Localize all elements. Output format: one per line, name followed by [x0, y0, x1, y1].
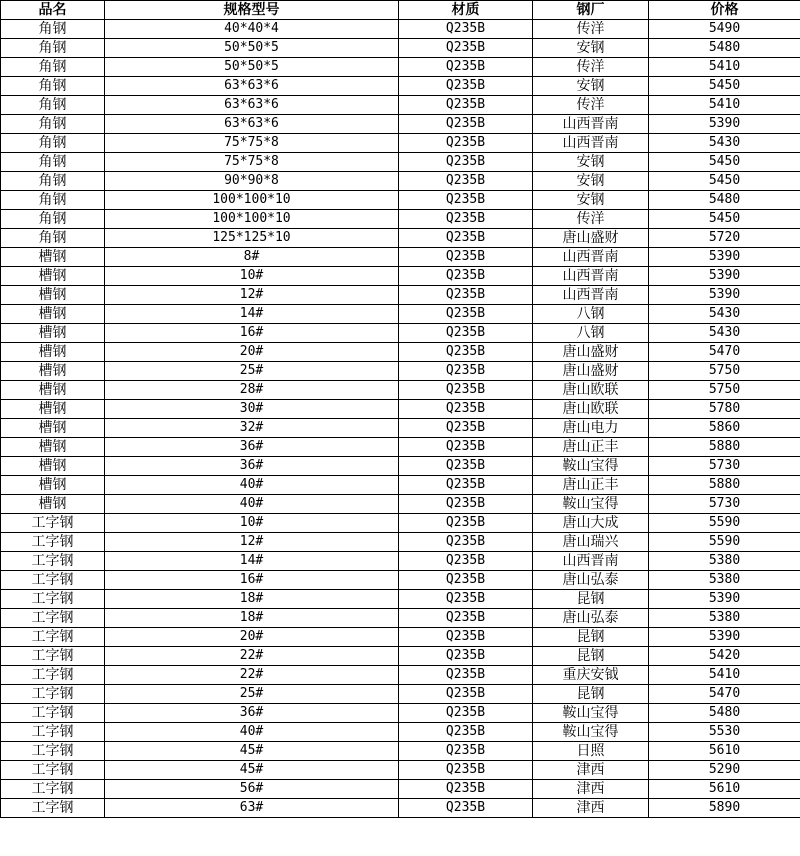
cell-material: Q235B: [399, 153, 533, 172]
table-row: [1, 229, 800, 248]
cell-specification: 25#: [105, 362, 399, 381]
cell-material: Q235B: [399, 381, 533, 400]
cell-material: Q235B: [399, 400, 533, 419]
table-row: [1, 58, 800, 77]
table-row: [1, 172, 800, 191]
cell-price: 5880: [649, 476, 800, 495]
cell-product-name: 工字钢: [1, 514, 105, 533]
cell-price: 5450: [649, 77, 800, 96]
table-row: [1, 115, 800, 134]
cell-price: 5750: [649, 381, 800, 400]
cell-specification: 22#: [105, 647, 399, 666]
cell-product-name: 角钢: [1, 229, 105, 248]
cell-specification: 28#: [105, 381, 399, 400]
cell-product-name: 工字钢: [1, 742, 105, 761]
cell-material: Q235B: [399, 533, 533, 552]
cell-specification: 32#: [105, 419, 399, 438]
cell-product-name: 槽钢: [1, 248, 105, 267]
table-row: [1, 343, 800, 362]
header-product-name: 品名: [1, 1, 105, 20]
cell-material: Q235B: [399, 324, 533, 343]
table-row: [1, 552, 800, 571]
cell-material: Q235B: [399, 419, 533, 438]
cell-specification: 125*125*10: [105, 229, 399, 248]
cell-product-name: 工字钢: [1, 609, 105, 628]
cell-steel-mill: 传洋: [533, 210, 649, 229]
table-row: [1, 305, 800, 324]
cell-material: Q235B: [399, 229, 533, 248]
cell-material: Q235B: [399, 96, 533, 115]
table-row: [1, 248, 800, 267]
cell-price: 5590: [649, 514, 800, 533]
cell-steel-mill: 传洋: [533, 96, 649, 115]
cell-price: 5390: [649, 286, 800, 305]
cell-product-name: 槽钢: [1, 438, 105, 457]
table-row: [1, 267, 800, 286]
cell-product-name: 工字钢: [1, 799, 105, 818]
header-specification: 规格型号: [105, 1, 399, 20]
cell-steel-mill: 安钢: [533, 191, 649, 210]
cell-product-name: 槽钢: [1, 400, 105, 419]
table-row: [1, 324, 800, 343]
table-row: [1, 495, 800, 514]
cell-material: Q235B: [399, 267, 533, 286]
cell-steel-mill: 鞍山宝得: [533, 723, 649, 742]
header-material: 材质: [399, 1, 533, 20]
cell-specification: 40#: [105, 495, 399, 514]
cell-price: 5720: [649, 229, 800, 248]
cell-product-name: 工字钢: [1, 780, 105, 799]
cell-price: 5420: [649, 647, 800, 666]
table-row: [1, 286, 800, 305]
cell-product-name: 工字钢: [1, 552, 105, 571]
cell-price: 5390: [649, 267, 800, 286]
table-row: [1, 39, 800, 58]
cell-steel-mill: 鞍山宝得: [533, 495, 649, 514]
cell-steel-mill: 昆钢: [533, 590, 649, 609]
cell-price: 5590: [649, 533, 800, 552]
cell-steel-mill: 唐山欧联: [533, 400, 649, 419]
cell-price: 5390: [649, 628, 800, 647]
table-row: [1, 476, 800, 495]
cell-steel-mill: 唐山盛财: [533, 362, 649, 381]
cell-material: Q235B: [399, 609, 533, 628]
cell-steel-mill: 唐山大成: [533, 514, 649, 533]
cell-steel-mill: 八钢: [533, 305, 649, 324]
table-row: [1, 419, 800, 438]
cell-price: 5860: [649, 419, 800, 438]
cell-product-name: 工字钢: [1, 704, 105, 723]
table-row: [1, 20, 800, 39]
cell-product-name: 角钢: [1, 96, 105, 115]
table-row: [1, 533, 800, 552]
cell-price: 5750: [649, 362, 800, 381]
cell-material: Q235B: [399, 286, 533, 305]
cell-specification: 25#: [105, 685, 399, 704]
cell-steel-mill: 唐山正丰: [533, 438, 649, 457]
cell-price: 5450: [649, 210, 800, 229]
cell-price: 5450: [649, 153, 800, 172]
cell-specification: 12#: [105, 533, 399, 552]
cell-price: 5380: [649, 571, 800, 590]
cell-steel-mill: 唐山瑞兴: [533, 533, 649, 552]
cell-steel-mill: 山西晋南: [533, 134, 649, 153]
header-steel-mill: 钢厂: [533, 1, 649, 20]
cell-specification: 100*100*10: [105, 191, 399, 210]
cell-product-name: 工字钢: [1, 666, 105, 685]
cell-specification: 45#: [105, 742, 399, 761]
table-row: [1, 457, 800, 476]
cell-steel-mill: 唐山盛财: [533, 343, 649, 362]
cell-price: 5410: [649, 96, 800, 115]
cell-steel-mill: 安钢: [533, 153, 649, 172]
cell-specification: 16#: [105, 324, 399, 343]
cell-steel-mill: 山西晋南: [533, 552, 649, 571]
cell-specification: 14#: [105, 305, 399, 324]
table-row: [1, 210, 800, 229]
cell-price: 5410: [649, 58, 800, 77]
table-row: [1, 723, 800, 742]
cell-steel-mill: 昆钢: [533, 685, 649, 704]
cell-price: 5480: [649, 191, 800, 210]
cell-material: Q235B: [399, 248, 533, 267]
table-row: [1, 438, 800, 457]
cell-specification: 56#: [105, 780, 399, 799]
cell-specification: 45#: [105, 761, 399, 780]
cell-price: 5730: [649, 457, 800, 476]
cell-material: Q235B: [399, 590, 533, 609]
cell-product-name: 角钢: [1, 77, 105, 96]
cell-product-name: 角钢: [1, 134, 105, 153]
table-row: [1, 191, 800, 210]
table-row: [1, 96, 800, 115]
cell-steel-mill: 日照: [533, 742, 649, 761]
header-price: 价格: [649, 1, 800, 20]
cell-product-name: 工字钢: [1, 533, 105, 552]
table-row: [1, 381, 800, 400]
cell-specification: 40#: [105, 723, 399, 742]
cell-specification: 36#: [105, 438, 399, 457]
cell-material: Q235B: [399, 77, 533, 96]
cell-specification: 18#: [105, 609, 399, 628]
cell-product-name: 槽钢: [1, 343, 105, 362]
cell-steel-mill: 津西: [533, 761, 649, 780]
cell-product-name: 槽钢: [1, 324, 105, 343]
cell-specification: 50*50*5: [105, 39, 399, 58]
cell-specification: 30#: [105, 400, 399, 419]
cell-product-name: 工字钢: [1, 685, 105, 704]
cell-steel-mill: 山西晋南: [533, 115, 649, 134]
cell-specification: 40#: [105, 476, 399, 495]
cell-steel-mill: 津西: [533, 799, 649, 818]
cell-steel-mill: 安钢: [533, 39, 649, 58]
cell-material: Q235B: [399, 20, 533, 39]
table-row: [1, 780, 800, 799]
cell-steel-mill: 唐山弘泰: [533, 609, 649, 628]
cell-price: 5480: [649, 704, 800, 723]
cell-product-name: 槽钢: [1, 476, 105, 495]
cell-steel-mill: 昆钢: [533, 628, 649, 647]
cell-material: Q235B: [399, 134, 533, 153]
table-row: [1, 153, 800, 172]
cell-product-name: 角钢: [1, 210, 105, 229]
cell-steel-mill: 传洋: [533, 58, 649, 77]
table-row: [1, 400, 800, 419]
cell-steel-mill: 鞍山宝得: [533, 457, 649, 476]
cell-product-name: 角钢: [1, 58, 105, 77]
cell-material: Q235B: [399, 761, 533, 780]
cell-material: Q235B: [399, 704, 533, 723]
cell-price: 5780: [649, 400, 800, 419]
cell-material: Q235B: [399, 39, 533, 58]
table-row: [1, 647, 800, 666]
cell-material: Q235B: [399, 438, 533, 457]
table-row: [1, 134, 800, 153]
table-body: [1, 20, 800, 818]
cell-product-name: 角钢: [1, 115, 105, 134]
cell-price: 5480: [649, 39, 800, 58]
table-row: [1, 628, 800, 647]
cell-material: Q235B: [399, 799, 533, 818]
cell-specification: 36#: [105, 704, 399, 723]
cell-material: Q235B: [399, 362, 533, 381]
table-row: [1, 77, 800, 96]
table-row: [1, 761, 800, 780]
cell-product-name: 槽钢: [1, 305, 105, 324]
cell-product-name: 角钢: [1, 172, 105, 191]
cell-steel-mill: 山西晋南: [533, 286, 649, 305]
cell-material: Q235B: [399, 685, 533, 704]
cell-product-name: 工字钢: [1, 723, 105, 742]
table-row: [1, 799, 800, 818]
cell-steel-mill: 重庆安钺: [533, 666, 649, 685]
cell-specification: 75*75*8: [105, 153, 399, 172]
cell-price: 5470: [649, 685, 800, 704]
table-row: [1, 685, 800, 704]
cell-specification: 8#: [105, 248, 399, 267]
table-row: [1, 666, 800, 685]
cell-product-name: 槽钢: [1, 381, 105, 400]
cell-steel-mill: 山西晋南: [533, 267, 649, 286]
cell-specification: 20#: [105, 343, 399, 362]
cell-price: 5430: [649, 305, 800, 324]
cell-price: 5450: [649, 172, 800, 191]
cell-material: Q235B: [399, 628, 533, 647]
cell-specification: 20#: [105, 628, 399, 647]
cell-product-name: 角钢: [1, 39, 105, 58]
cell-product-name: 工字钢: [1, 628, 105, 647]
table-row: [1, 362, 800, 381]
cell-product-name: 工字钢: [1, 647, 105, 666]
cell-product-name: 槽钢: [1, 267, 105, 286]
header-row: [1, 1, 800, 20]
cell-price: 5430: [649, 324, 800, 343]
cell-steel-mill: 唐山电力: [533, 419, 649, 438]
cell-steel-mill: 昆钢: [533, 647, 649, 666]
cell-steel-mill: 山西晋南: [533, 248, 649, 267]
cell-price: 5390: [649, 248, 800, 267]
cell-product-name: 角钢: [1, 191, 105, 210]
cell-material: Q235B: [399, 647, 533, 666]
table-row: [1, 571, 800, 590]
cell-specification: 63*63*6: [105, 96, 399, 115]
cell-specification: 14#: [105, 552, 399, 571]
cell-steel-mill: 唐山欧联: [533, 381, 649, 400]
table-row: [1, 590, 800, 609]
cell-specification: 16#: [105, 571, 399, 590]
cell-material: Q235B: [399, 476, 533, 495]
cell-material: Q235B: [399, 172, 533, 191]
cell-specification: 75*75*8: [105, 134, 399, 153]
cell-material: Q235B: [399, 780, 533, 799]
cell-product-name: 槽钢: [1, 457, 105, 476]
cell-specification: 90*90*8: [105, 172, 399, 191]
cell-steel-mill: 鞍山宝得: [533, 704, 649, 723]
cell-price: 5470: [649, 343, 800, 362]
cell-steel-mill: 安钢: [533, 172, 649, 191]
cell-specification: 22#: [105, 666, 399, 685]
table-row: [1, 609, 800, 628]
cell-specification: 10#: [105, 267, 399, 286]
cell-price: 5380: [649, 609, 800, 628]
cell-material: Q235B: [399, 495, 533, 514]
cell-specification: 10#: [105, 514, 399, 533]
cell-price: 5380: [649, 552, 800, 571]
cell-material: Q235B: [399, 571, 533, 590]
cell-steel-mill: 传洋: [533, 20, 649, 39]
cell-price: 5290: [649, 761, 800, 780]
cell-steel-mill: 津西: [533, 780, 649, 799]
cell-material: Q235B: [399, 115, 533, 134]
cell-price: 5610: [649, 780, 800, 799]
cell-material: Q235B: [399, 343, 533, 362]
cell-material: Q235B: [399, 742, 533, 761]
cell-specification: 18#: [105, 590, 399, 609]
cell-specification: 50*50*5: [105, 58, 399, 77]
cell-product-name: 工字钢: [1, 761, 105, 780]
cell-material: Q235B: [399, 457, 533, 476]
table-row: [1, 704, 800, 723]
cell-material: Q235B: [399, 305, 533, 324]
cell-price: 5880: [649, 438, 800, 457]
cell-specification: 100*100*10: [105, 210, 399, 229]
cell-product-name: 槽钢: [1, 419, 105, 438]
cell-price: 5390: [649, 115, 800, 134]
cell-material: Q235B: [399, 514, 533, 533]
cell-product-name: 槽钢: [1, 286, 105, 305]
cell-price: 5730: [649, 495, 800, 514]
cell-steel-mill: 唐山弘泰: [533, 571, 649, 590]
cell-specification: 63*63*6: [105, 77, 399, 96]
cell-specification: 36#: [105, 457, 399, 476]
cell-product-name: 槽钢: [1, 362, 105, 381]
cell-steel-mill: 安钢: [533, 77, 649, 96]
cell-steel-mill: 唐山盛财: [533, 229, 649, 248]
cell-specification: 63#: [105, 799, 399, 818]
table-row: [1, 514, 800, 533]
cell-steel-mill: 八钢: [533, 324, 649, 343]
cell-material: Q235B: [399, 210, 533, 229]
cell-price: 5430: [649, 134, 800, 153]
cell-price: 5890: [649, 799, 800, 818]
cell-price: 5390: [649, 590, 800, 609]
cell-price: 5530: [649, 723, 800, 742]
cell-material: Q235B: [399, 552, 533, 571]
cell-steel-mill: 唐山正丰: [533, 476, 649, 495]
cell-material: Q235B: [399, 191, 533, 210]
cell-product-name: 角钢: [1, 20, 105, 39]
cell-material: Q235B: [399, 58, 533, 77]
cell-product-name: 工字钢: [1, 590, 105, 609]
cell-specification: 40*40*4: [105, 20, 399, 39]
cell-product-name: 工字钢: [1, 571, 105, 590]
cell-material: Q235B: [399, 666, 533, 685]
cell-specification: 63*63*6: [105, 115, 399, 134]
cell-material: Q235B: [399, 723, 533, 742]
cell-specification: 12#: [105, 286, 399, 305]
table-row: [1, 742, 800, 761]
cell-price: 5610: [649, 742, 800, 761]
cell-price: 5490: [649, 20, 800, 39]
cell-product-name: 角钢: [1, 153, 105, 172]
cell-price: 5410: [649, 666, 800, 685]
cell-product-name: 槽钢: [1, 495, 105, 514]
